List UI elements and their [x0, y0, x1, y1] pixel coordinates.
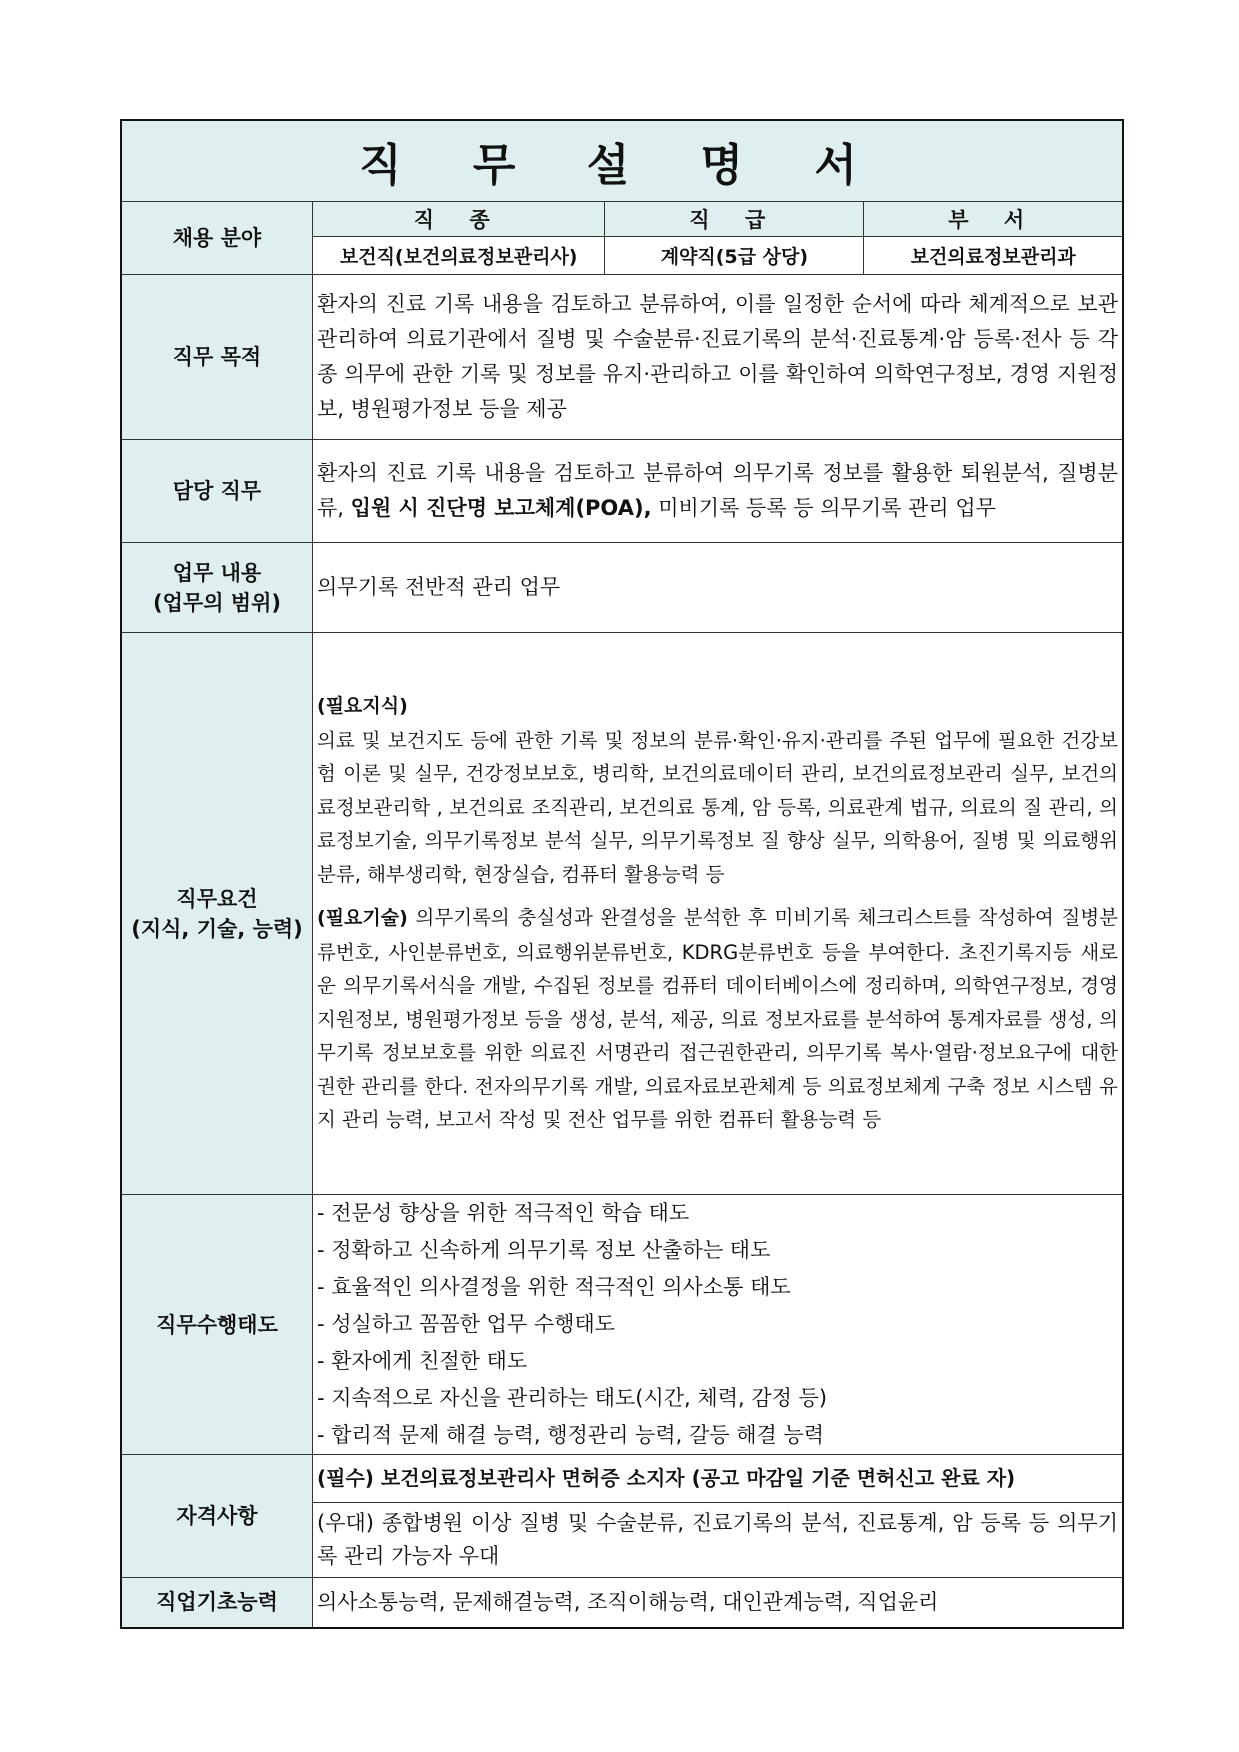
department-value: 보건의료정보관리과: [864, 237, 1123, 275]
duty-text-before: 환자의 진료 기록 내용을 검토하고 분류하여 의무기록 정보를 활용한 퇴원분석, 질병분류,: [317, 461, 1118, 520]
attitude-item: - 전문성 향상을 위한 적극적인 학습 태도: [317, 1201, 690, 1225]
requirements-label-line1: 직무요건: [176, 886, 258, 911]
recruitment-label: 채용 분야: [121, 202, 313, 275]
attitude-list: [313, 1195, 1123, 1455]
qualification-required: (필수) 보건의료정보관리사 면허증 소지자 (공고 마감일 기준 면허신고 완료 자): [313, 1455, 1123, 1503]
department-header: 부 서: [864, 202, 1123, 237]
skill-title: (필요기술): [317, 907, 408, 930]
job-description-table: [120, 119, 1124, 1629]
attitude-item: - 정확하고 신속하게 의무기록 정보 산출하는 태도: [317, 1238, 771, 1262]
duty-label: 담당 직무: [121, 440, 313, 543]
work-label-line2: (업무의 범위): [153, 590, 281, 615]
attitude-item: - 지속적으로 자신을 관리하는 태도(시간, 체력, 감정 등): [317, 1386, 828, 1410]
job-grade-value: 계약직(5급 상당): [605, 237, 864, 275]
knowledge-title: (필요지식): [317, 695, 408, 718]
job-type-header: 직 종: [313, 202, 605, 237]
basic-ability-text: 의사소통능력, 문제해결능력, 조직이해능력, 대인관계능력, 직업윤리: [313, 1578, 1123, 1628]
job-description-document: [120, 119, 1124, 1629]
duty-text-bold: 입원 시 진단명 보고체계(POA),: [350, 496, 652, 520]
qualification-preferred: (우대) 종합병원 이상 질병 및 수술분류, 진료기록의 분석, 진료통계, 암 등록 등 의무기록 관리 가능자 우대: [313, 1503, 1123, 1578]
job-type-value: 보건직(보건의료정보관리사): [313, 237, 605, 275]
purpose-text: 환자의 진료 기록 내용을 검토하고 분류하여, 이를 일정한 순서에 따라 체계적으로 보관 관리하여 의료기관에서 질병 및 수술분류·진료기록의 분석·진료통계·암 등록·전사 등 각종 의무에 관한 기록 및 정보를 유지·관리하고 이를 확인하여 의학연구정보, 경영 지원정보, 병원평가정보 등을 제공: [313, 275, 1123, 440]
job-grade-header: 직 급: [605, 202, 864, 237]
attitude-label: 직무수행태도: [121, 1195, 313, 1455]
work-text: 의무기록 전반적 관리 업무: [313, 543, 1123, 633]
duty-text-after: 미비기록 등록 등 의무기록 관리 업무: [651, 496, 996, 520]
requirements-label-line2: (지식, 기술, 능력): [131, 916, 303, 941]
work-label: [121, 543, 313, 633]
attitude-item: - 성실하고 꼼꼼한 업무 수행태도: [317, 1312, 616, 1336]
requirements-content: [313, 633, 1123, 1195]
skill-block: [317, 901, 1118, 1137]
skill-text: 의무기록의 충실성과 완결성을 분석한 후 미비기록 체크리스트를 작성하여 질병분류번호, 사인분류번호, 의료행위분류번호, KDRG분류번호 등을 부여한다. 초진기록지등 새로운 의무기록서식을 개발, 수집된 정보를 컴퓨터 데이터베이스에 정리하며, 의학연구정보, 경영 지원정보, 병원평가정보 등을 생성, 분석, 제공, 의료 정보자료를 분석하여 통계자료를 생성, 의무기록 정보보호를 위한 의료진 서명관리 접근권한관리, 의무기록 복사·열람·정보요구에 대한 권한 관리를 한다. 전자의무기록 개발, 의료자료보관체계 등 의료정보체계 구축 정보 시스템 유지 관리 능력, 보고서 작성 및 전산 업무를 위한 컴퓨터 활용능력 등: [317, 906, 1118, 1132]
basic-ability-label: 직업기초능력: [121, 1578, 313, 1628]
attitude-item: - 합리적 문제 해결 능력, 행정관리 능력, 갈등 해결 능력: [317, 1423, 825, 1447]
qualification-label: 자격사항: [121, 1455, 313, 1578]
work-label-line1: 업무 내용: [172, 560, 262, 585]
duty-text: [313, 440, 1123, 543]
purpose-label: 직무 목적: [121, 275, 313, 440]
knowledge-text: 의료 및 보건지도 등에 관한 기록 및 정보의 분류·확인·유지·관리를 주된 업무에 필요한 건강보험 이론 및 실무, 건강정보보호, 병리학, 보건의료데이터 관리, 보건의료정보관리 실무, 보건의료정보관리학 , 보건의료 조직관리, 보건의료 통계, 암 등록, 의료관계 법규, 의료의 질 관리, 의료정보기술, 의무기록정보 분석 실무, 의무기록정보 질 향상 실무, 의학용어, 질병 및 의료행위 분류, 해부생리학, 현장실습, 컴퓨터 활용능력 등: [317, 728, 1118, 886]
document-title: 직 무 설 명 서: [121, 120, 1123, 202]
requirements-label: [121, 633, 313, 1195]
attitude-item: - 환자에게 친절한 태도: [317, 1349, 528, 1373]
attitude-item: - 효율적인 의사결정을 위한 적극적인 의사소통 태도: [317, 1275, 791, 1299]
